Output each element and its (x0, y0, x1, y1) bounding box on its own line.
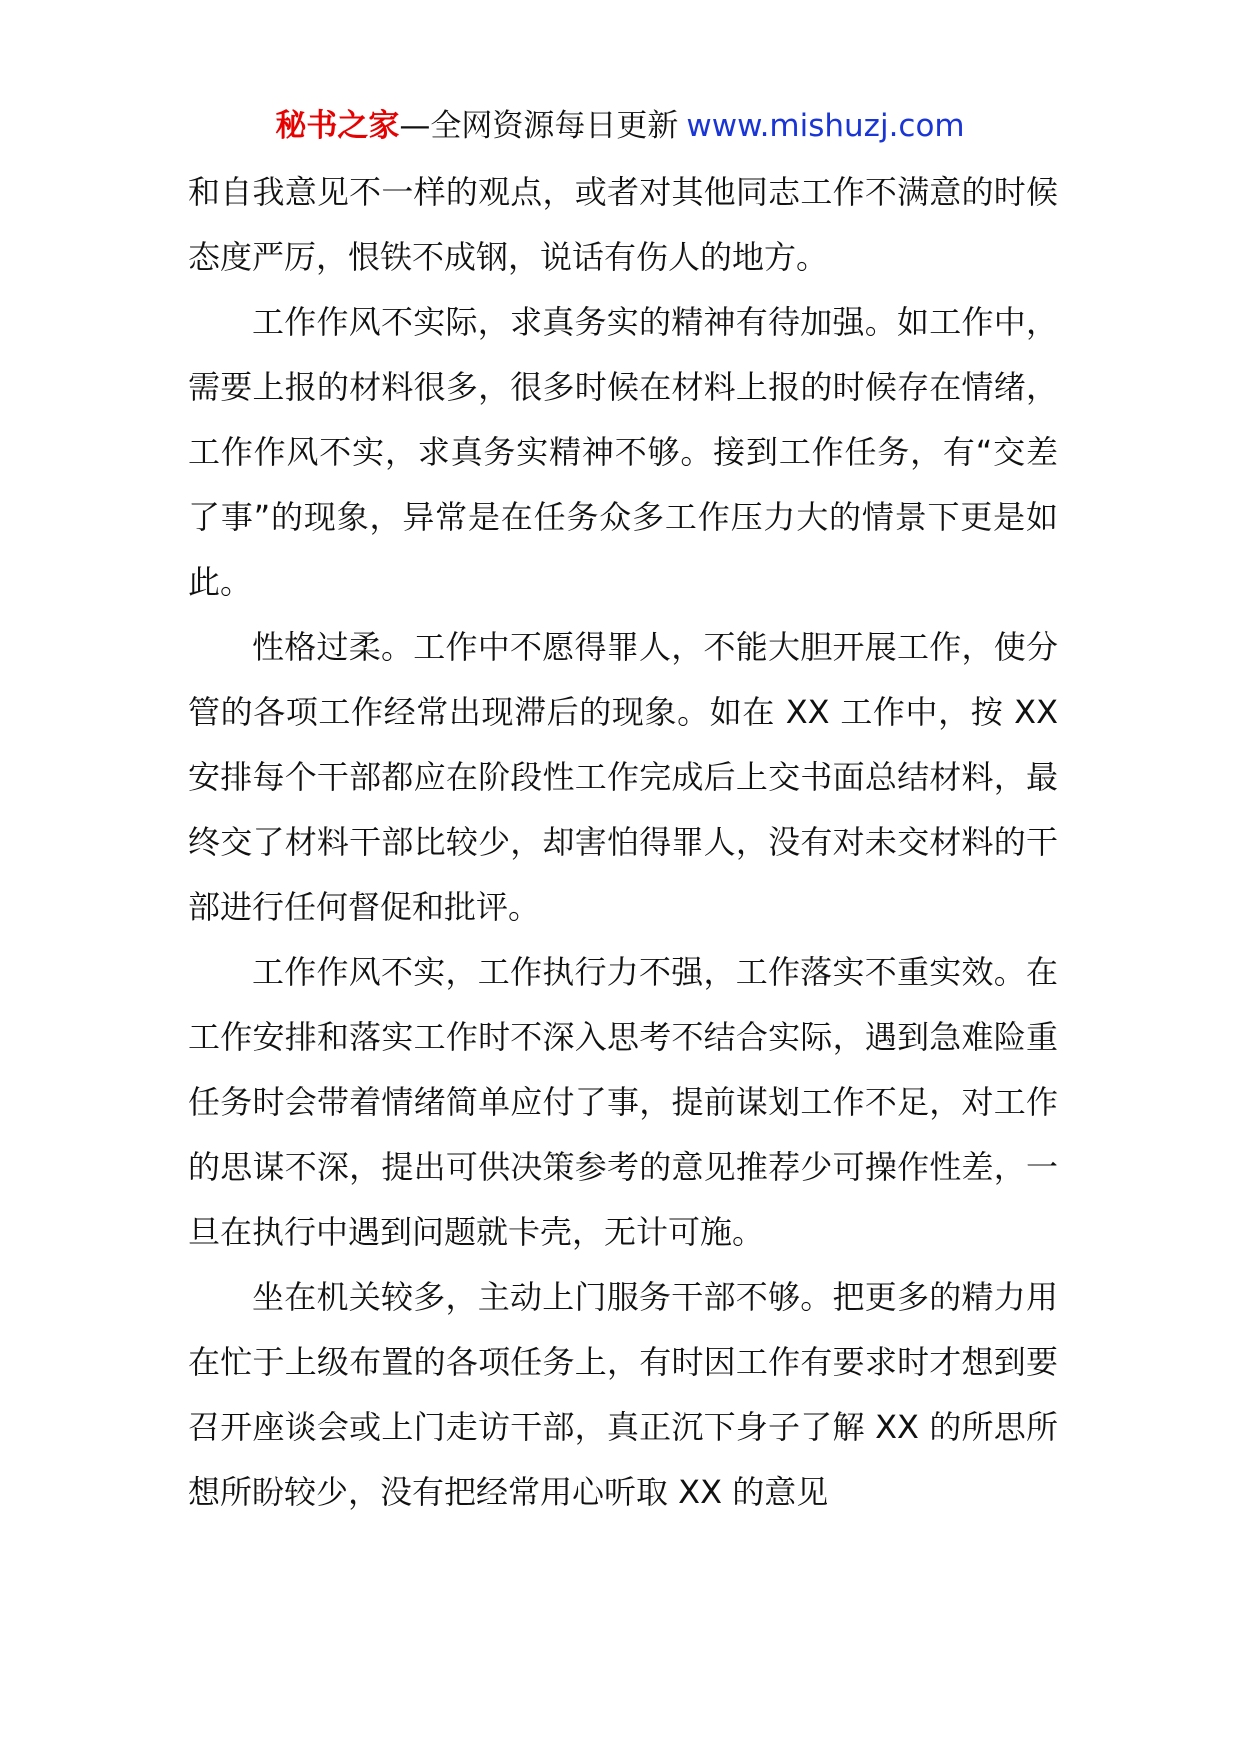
brand-name: 秘书之家 (275, 108, 400, 144)
paragraph-continuation: 和自我意见不一样的观点，或者对其他同志工作不满意的时候态度严厉，恨铁不成钢，说话有伤人的地方。 (188, 173, 1058, 276)
paragraph: 坐在机关较多，主动上门服务干部不够。把更多的精力用在忙于上级布置的各项任务上，有时因工作有要求时才想到要召开座谈会或上门走访干部，真正沉下身子了解 XX 的所思所想所盼较少，没有把经常用心听取 XX 的意见 (188, 1278, 1058, 1511)
header-slogan: —全网资源每日更新 (399, 108, 679, 144)
document-body (188, 160, 1058, 1525)
paragraph: 工作作风不实际，求真务实的精神有待加强。如工作中，需要上报的材料很多，很多时候在材料上报的时候存在情绪，工作作风不实，求真务实精神不够。接到工作任务，有“交差了事”的现象，异常是在任务众多工作压力大的情景下更是如此。 (188, 303, 1058, 601)
page-header (0, 96, 1240, 156)
paragraph: 工作作风不实，工作执行力不强，工作落实不重实效。在工作安排和落实工作时不深入思考不结合实际，遇到急难险重任务时会带着情绪简单应付了事，提前谋划工作不足，对工作的思谋不深，提出可供决策参考的意见推荐少可操作性差，一旦在执行中遇到问题就卡壳，无计可施。 (188, 953, 1058, 1251)
paragraph: 性格过柔。工作中不愿得罪人，不能大胆开展工作，使分管的各项工作经常出现滞后的现象。如在 XX 工作中，按 XX 安排每个干部都应在阶段性工作完成后上交书面总结材料，最终交了材料干部比较少，却害怕得罪人，没有对未交材料的干部进行任何督促和批评。 (188, 628, 1058, 926)
website-link[interactable]: www.mishuzj.com (686, 108, 965, 144)
